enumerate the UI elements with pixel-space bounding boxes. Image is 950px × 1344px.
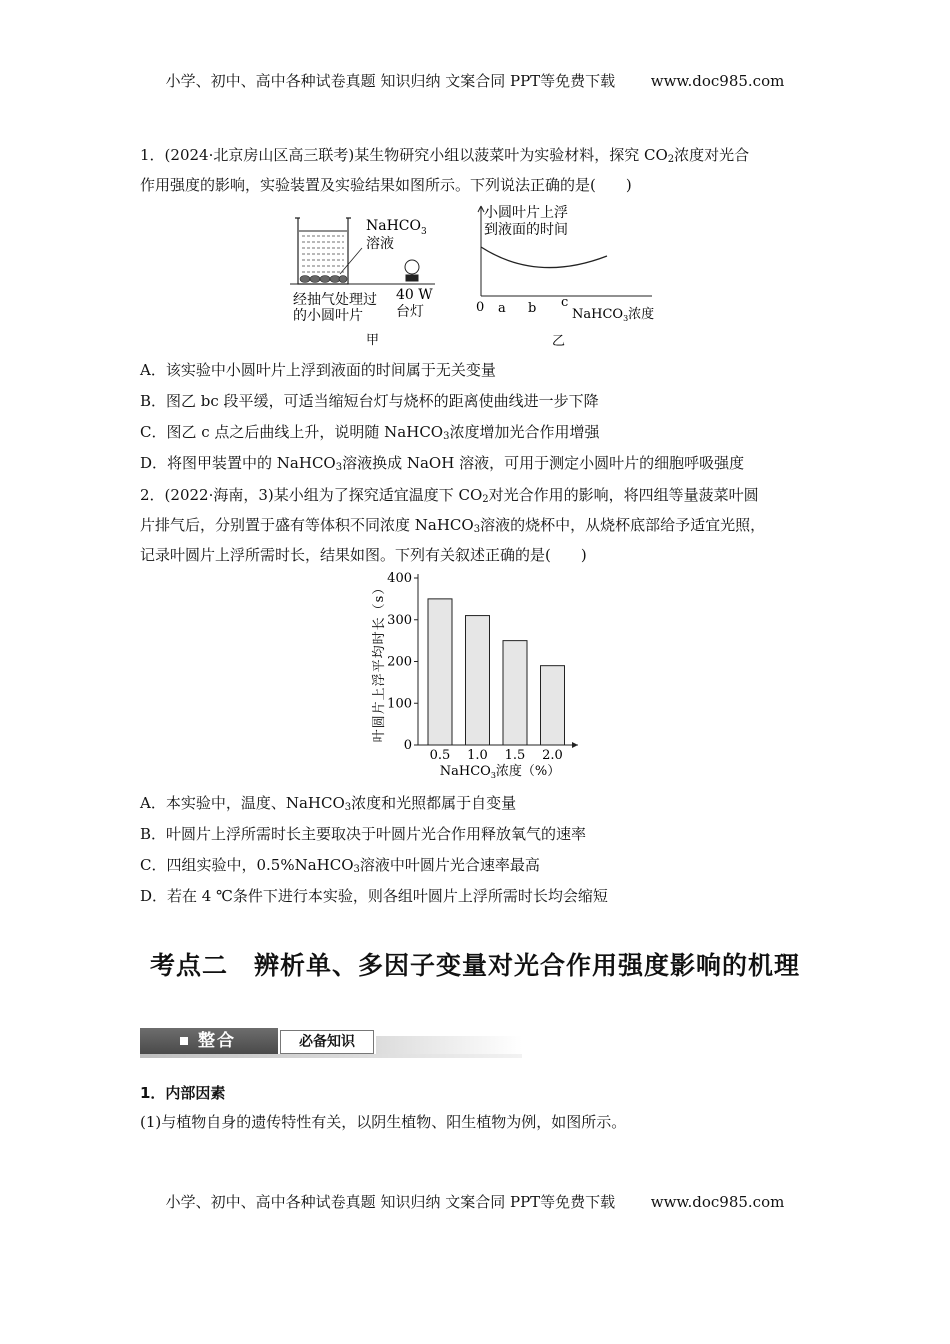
tag-rule bbox=[140, 1054, 522, 1058]
q2-stem-sub: 3 bbox=[473, 524, 481, 535]
tag-integrate-label: 整合 bbox=[198, 1031, 236, 1051]
question-1-stem bbox=[140, 140, 820, 200]
section-tag-bar bbox=[140, 1028, 522, 1058]
bar-chart bbox=[368, 565, 588, 785]
q1-option-c bbox=[140, 421, 600, 442]
q2-stem-part: 对光合作用的影响，将四组等量菠菜叶圆 bbox=[488, 486, 759, 504]
x-tick-label: 1.0 bbox=[467, 748, 488, 763]
solution-label: 溶液 bbox=[366, 236, 394, 252]
q1-option-b: B．图乙 bc 段平缓，可适当缩短台灯与烧杯的距离使曲线进一步下降 bbox=[140, 392, 599, 410]
yi-tick-a: a bbox=[498, 301, 506, 316]
chart-bar bbox=[541, 666, 565, 745]
footer-text: 小学、初中、高中各种试卷真题 知识归纳 文案合同 PPT等免费下载 bbox=[165, 1193, 616, 1211]
page-footer bbox=[0, 1191, 950, 1212]
body-heading: 1．内部因素 bbox=[140, 1084, 226, 1102]
option-text: 溶液换成 NaOH 溶液，可用于测定小圆叶片的细胞呼吸强度 bbox=[342, 454, 745, 472]
yi-ylabel-line1: 小圆叶片上浮 bbox=[484, 205, 568, 221]
q2-stem-sub: 2 bbox=[482, 494, 489, 505]
tag-fade bbox=[376, 1036, 522, 1054]
figure-jia-caption: 甲 bbox=[366, 333, 380, 348]
tag-integrate bbox=[140, 1028, 278, 1054]
leaf-label-line1: 经抽气处理过 bbox=[293, 292, 377, 308]
lamp-label-line1: 40 W bbox=[396, 287, 433, 303]
option-sub: 3 bbox=[335, 462, 343, 473]
footer-url[interactable]: www.doc985.com bbox=[650, 1193, 785, 1211]
chart-bar bbox=[428, 599, 452, 745]
q1-stem-line2: 作用强度的影响，实验装置及实验结果如图所示。下列说法正确的是( ) bbox=[140, 176, 632, 194]
figure-yi bbox=[472, 200, 662, 350]
x-tick-label: 2.0 bbox=[542, 748, 563, 763]
nahco3-label: NaHCO$_3$ bbox=[366, 218, 427, 237]
yi-tick-c: c bbox=[561, 295, 569, 310]
page-header bbox=[0, 70, 950, 91]
header-text: 小学、初中、高中各种试卷真题 知识归纳 文案合同 PPT等免费下载 bbox=[165, 72, 616, 90]
yi-tick-b: b bbox=[528, 301, 537, 316]
option-text: C．四组实验中，0.5%NaHCO bbox=[140, 856, 354, 874]
option-text: D．将图甲装置中的 NaHCO bbox=[140, 454, 336, 472]
lamp-label-line2: 台灯 bbox=[396, 304, 424, 320]
section-title: 考点二 辨析单、多因子变量对光合作用强度影响的机理 bbox=[149, 951, 800, 980]
option-text: 溶液中叶圆片光合速率最高 bbox=[359, 856, 540, 874]
option-text: 浓度增加光合作用增强 bbox=[449, 423, 600, 441]
option-sub: 3 bbox=[353, 864, 360, 875]
option-text: 浓度和光照都属于自变量 bbox=[351, 794, 517, 812]
q2-stem-part: 2．(2022·海南，3)某小组为了探究适宜温度下 CO bbox=[140, 486, 483, 504]
option-text: C．图乙 c 点之后曲线上升，说明随 NaHCO bbox=[140, 423, 444, 441]
square-icon bbox=[180, 1037, 188, 1045]
option-text: A．本实验中，温度、NaHCO bbox=[140, 794, 345, 812]
leaf-discs bbox=[300, 276, 347, 283]
q2-option-a bbox=[140, 792, 516, 813]
x-tick-label: 0.5 bbox=[429, 748, 451, 763]
chart-bar bbox=[503, 641, 527, 745]
yi-origin: 0 bbox=[476, 300, 485, 315]
figure-yi-caption: 乙 bbox=[552, 334, 566, 349]
y-tick-label: 400 bbox=[387, 571, 412, 586]
q2-option-b: B．叶圆片上浮所需时长主要取决于叶圆片光合作用释放氧气的速率 bbox=[140, 825, 587, 843]
solution-liquid bbox=[302, 236, 344, 272]
chart-y-axis-label: 叶圆片上浮平均时长（s） bbox=[372, 580, 387, 743]
x-tick-label: 1.5 bbox=[504, 748, 526, 763]
chart-bar bbox=[466, 616, 490, 745]
q1-option-a: A．该实验中小圆叶片上浮到液面的时间属于无关变量 bbox=[140, 361, 496, 379]
body-paragraph: (1)与植物自身的遗传特性有关，以阴生植物、阳生植物为例，如图所示。 bbox=[140, 1113, 627, 1131]
beaker bbox=[295, 218, 351, 284]
q2-option-d: D．若在 4 ℃条件下进行本实验，则各组叶圆片上浮所需时长均会缩短 bbox=[140, 887, 608, 905]
option-sub: 3 bbox=[443, 431, 450, 442]
q2-stem-part: 片排气后，分别置于盛有等体积不同浓度 NaHCO bbox=[140, 516, 474, 534]
yi-xlabel: NaHCO$_3$浓度 bbox=[572, 307, 655, 323]
lamp-icon bbox=[395, 260, 430, 284]
option-sub: 3 bbox=[344, 802, 352, 813]
q1-stem-part: 1．(2024·北京房山区高三联考)某生物研究小组以菠菜叶为实验材料，探究 CO bbox=[140, 146, 668, 164]
y-tick-label: 200 bbox=[387, 654, 412, 670]
y-tick-label: 0 bbox=[403, 738, 412, 753]
yi-ylabel-line2: 到液面的时间 bbox=[484, 222, 568, 238]
q1-stem-sub: 2 bbox=[667, 154, 675, 165]
time-curve bbox=[481, 247, 607, 268]
header-url[interactable]: www.doc985.com bbox=[650, 72, 785, 90]
q2-stem-line3: 记录叶圆片上浮所需时长，结果如图。下列有关叙述正确的是( ) bbox=[140, 546, 587, 564]
tag-essential-knowledge: 必备知识 bbox=[280, 1030, 374, 1054]
leaf-label-line2: 的小圆叶片 bbox=[293, 308, 363, 324]
chart-x-axis-label: NaHCO$_3$浓度（%） bbox=[439, 764, 561, 780]
question-2-stem bbox=[140, 480, 820, 570]
q1-stem-part: 浓度对光合 bbox=[674, 146, 750, 164]
x-axis-arrow bbox=[572, 742, 578, 748]
y-tick-label: 100 bbox=[387, 696, 412, 712]
q2-stem-part: 溶液的烧杯中，从烧杯底部给予适宜光照， bbox=[480, 516, 766, 534]
y-tick-label: 300 bbox=[387, 612, 412, 628]
figure-jia bbox=[290, 200, 460, 350]
q2-option-c bbox=[140, 854, 540, 875]
label-pointer bbox=[340, 248, 362, 274]
q1-option-d bbox=[140, 452, 744, 473]
